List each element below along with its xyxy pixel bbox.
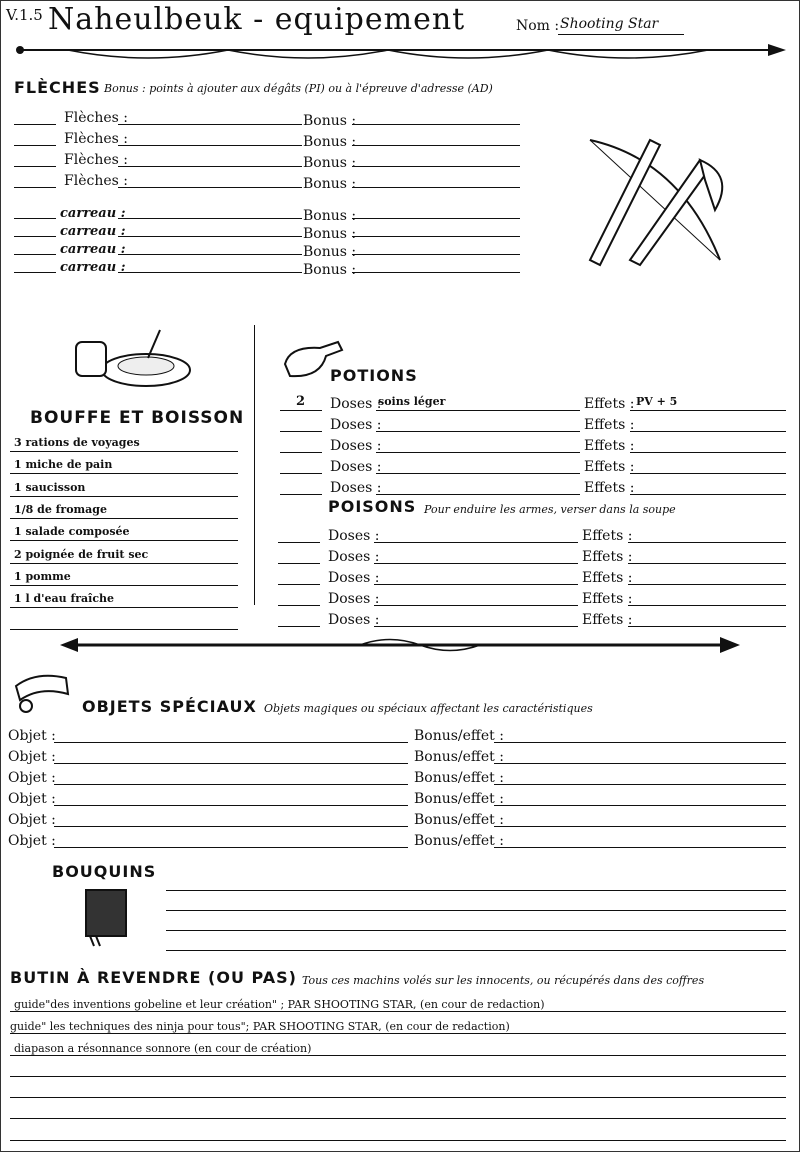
arrow-qty-line[interactable] (14, 166, 56, 167)
butin-item[interactable]: guide" les techniques des ninja pour tous"; PAR SHOOTING STAR, (en cour de redaction) (10, 1020, 510, 1033)
potion-effets-label: Effets : (584, 480, 635, 496)
bolt-type-line[interactable] (118, 236, 302, 237)
objet-label: Objet : (8, 770, 56, 786)
food-item[interactable]: 1 salade composée (14, 525, 130, 539)
objet-line[interactable] (54, 805, 408, 806)
poison-doses-label: Doses : (328, 528, 380, 544)
arrow-type-line[interactable] (118, 145, 302, 146)
objets-heading: OBJETS SPÉCIAUX (82, 697, 257, 716)
food-item[interactable]: 3 rations de voyages (14, 436, 140, 449)
bolt-bonus-line[interactable] (352, 236, 520, 237)
bolt-type-line[interactable] (118, 218, 302, 219)
poison-effets-line[interactable] (628, 605, 786, 606)
nom-value[interactable]: Shooting Star (560, 16, 659, 32)
poison-doses-label: Doses : (328, 570, 380, 586)
arrow-bonus-line[interactable] (352, 166, 520, 167)
arrow-label: Flèches : (64, 152, 128, 168)
arrow-label: Flèches : (64, 173, 128, 189)
staff-ornament (60, 632, 740, 658)
objet-line[interactable] (54, 847, 408, 848)
poison-effets-label: Effets : (582, 549, 633, 565)
food-line (10, 496, 238, 497)
objet-bonus-line[interactable] (494, 784, 786, 785)
potion-doses-line (376, 494, 580, 495)
butin-heading: BUTIN À REVENDRE (OU PAS) (10, 968, 297, 987)
butin-line (10, 1097, 786, 1098)
objet-label: Objet : (8, 749, 56, 765)
poison-effets-line[interactable] (628, 542, 786, 543)
objet-bonus-line[interactable] (494, 805, 786, 806)
objet-bonus-label: Bonus/effet : (414, 812, 504, 828)
poisons-note: Pour enduire les armes, verser dans la soupe (424, 503, 676, 516)
potion-qty-line (280, 410, 322, 411)
potion-effets-line (630, 431, 786, 432)
arrow-bonus-label: Bonus : (303, 176, 357, 192)
food-item[interactable]: 1/8 de fromage (14, 502, 107, 516)
poison-effets-label: Effets : (582, 591, 633, 607)
potion-qty[interactable]: 2 (296, 394, 306, 409)
arrow-label: Flèches : (64, 110, 128, 126)
poison-doses-line[interactable] (374, 542, 578, 543)
arrow-type-line[interactable] (118, 124, 302, 125)
objet-bonus-line[interactable] (494, 847, 786, 848)
potion-doses-line (376, 431, 580, 432)
food-illustration-icon (68, 322, 198, 394)
page-title: Naheulbeuk - equipement (48, 2, 466, 37)
version-label: V.1.5 (6, 6, 43, 24)
arrow-qty-line[interactable] (14, 124, 56, 125)
objet-label: Objet : (8, 833, 56, 849)
potion-doses-line (376, 473, 580, 474)
butin-item[interactable]: diapason a résonnance sonnore (en cour de création) (14, 1042, 312, 1055)
arrow-bonus-label: Bonus : (303, 113, 357, 129)
bolt-type-line[interactable] (118, 272, 302, 273)
butin-line (10, 1076, 786, 1077)
nom-label: Nom : (516, 18, 560, 34)
poison-doses-line[interactable] (374, 626, 578, 627)
food-item[interactable]: 1 miche de pain (14, 458, 113, 472)
poison-doses-line[interactable] (374, 563, 578, 564)
bouquin-line[interactable] (166, 890, 786, 891)
potion-doses-label: Doses : (330, 438, 382, 454)
butin-note: Tous ces machins volés sur les innocents, ou récupérés dans des coffres (302, 974, 705, 987)
food-line (10, 563, 238, 564)
arrow-bonus-line[interactable] (352, 124, 520, 125)
food-line (10, 607, 238, 608)
objet-line[interactable] (54, 742, 408, 743)
poison-doses-line[interactable] (374, 584, 578, 585)
butin-line (10, 1011, 786, 1012)
potion-effets-line (630, 494, 786, 495)
food-line (10, 585, 238, 586)
objets-note: Objets magiques ou spéciaux affectant les caractéristiques (264, 702, 593, 715)
fleches-heading: FLÈCHES (14, 78, 101, 97)
food-line (10, 540, 238, 541)
potions-heading: POTIONS (330, 366, 418, 385)
bolt-label: carreau : (60, 224, 126, 239)
food-item[interactable]: 1 saucisson (14, 480, 86, 494)
food-line (10, 451, 238, 452)
arrow-bonus-label: Bonus : (303, 134, 357, 150)
food-item[interactable]: 1 pomme (14, 569, 71, 583)
arrow-type-line[interactable] (118, 187, 302, 188)
objet-label: Objet : (8, 812, 56, 828)
butin-line (10, 1033, 786, 1034)
bolt-bonus-label: Bonus : (303, 244, 357, 260)
poison-qty-line[interactable] (278, 605, 320, 606)
bolt-bonus-line[interactable] (352, 272, 520, 273)
bolt-label: carreau : (60, 242, 126, 257)
bolt-type-line[interactable] (118, 254, 302, 255)
butin-item[interactable]: guide"des inventions gobeline et leur création" ; PAR SHOOTING STAR, (en cour de redaction) (14, 998, 545, 1011)
objet-bonus-label: Bonus/effet : (414, 728, 504, 744)
potion-effets-label: Effets : (584, 417, 635, 433)
food-line (10, 473, 238, 474)
poison-effets-label: Effets : (582, 612, 633, 628)
objet-bonus-label: Bonus/effet : (414, 749, 504, 765)
arrow-qty-line[interactable] (14, 187, 56, 188)
potion-doses-line (376, 452, 580, 453)
objet-line[interactable] (54, 763, 408, 764)
food-item[interactable]: 2 poignée de fruit sec (14, 547, 149, 561)
poison-doses-label: Doses : (328, 591, 380, 607)
arrow-qty-line[interactable] (14, 145, 56, 146)
potion-effets-value[interactable]: PV + 5 (636, 395, 678, 408)
objet-label: Objet : (8, 791, 56, 807)
bouquins-heading: BOUQUINS (52, 862, 157, 881)
bolt-qty-line[interactable] (14, 236, 56, 237)
objet-label: Objet : (8, 728, 56, 744)
food-line (10, 518, 238, 519)
poison-doses-label: Doses : (328, 612, 380, 628)
header-ornament (8, 38, 788, 68)
objet-bonus-line[interactable] (494, 763, 786, 764)
objet-line[interactable] (54, 784, 408, 785)
potion-doses-line (376, 410, 580, 411)
poison-doses-label: Doses : (328, 549, 380, 565)
potion-qty-line (280, 431, 322, 432)
butin-line (10, 1140, 786, 1141)
potion-effets-label: Effets : (584, 396, 635, 412)
objet-bonus-label: Bonus/effet : (414, 770, 504, 786)
objet-line[interactable] (54, 826, 408, 827)
objet-bonus-label: Bonus/effet : (414, 791, 504, 807)
butin-line (10, 1118, 786, 1119)
poison-effets-line[interactable] (628, 584, 786, 585)
bolt-qty-line[interactable] (14, 254, 56, 255)
bouquin-line[interactable] (166, 910, 786, 911)
weapons-illustration-icon (570, 120, 740, 280)
bolt-label: carreau : (60, 206, 126, 221)
potion-effets-line (630, 410, 786, 411)
food-line (10, 629, 238, 630)
poison-effets-line[interactable] (628, 563, 786, 564)
bolt-bonus-line[interactable] (352, 218, 520, 219)
potion-doses-label: Doses : (330, 480, 382, 496)
bolt-bonus-line[interactable] (352, 254, 520, 255)
arrow-bonus-line[interactable] (352, 145, 520, 146)
poison-effets-label: Effets : (582, 528, 633, 544)
objet-bonus-label: Bonus/effet : (414, 833, 504, 849)
potion-qty-line (280, 494, 322, 495)
potion-effets-label: Effets : (584, 459, 635, 475)
bouquin-line[interactable] (166, 930, 786, 931)
food-item[interactable]: 1 l d'eau fraîche (14, 592, 115, 606)
potion-effets-line (630, 452, 786, 453)
poisons-heading: POISONS (328, 497, 417, 516)
poison-qty-line[interactable] (278, 563, 320, 564)
potion-effets-line (630, 473, 786, 474)
poison-qty-line[interactable] (278, 584, 320, 585)
arrow-bonus-line[interactable] (352, 187, 520, 188)
book-icon (76, 884, 136, 950)
poison-doses-line[interactable] (374, 605, 578, 606)
potion-qty-line (280, 473, 322, 474)
arrow-label: Flèches : (64, 131, 128, 147)
potion-qty-line (280, 452, 322, 453)
potion-doses-label: Doses : (330, 417, 382, 433)
bouffe-heading: BOUFFE ET BOISSON (30, 408, 245, 428)
bolt-bonus-label: Bonus : (303, 226, 357, 242)
potion-doses-label: Doses : (330, 459, 382, 475)
bolt-bonus-label: Bonus : (303, 208, 357, 224)
arrow-type-line[interactable] (118, 166, 302, 167)
poison-qty-line[interactable] (278, 626, 320, 627)
poison-effets-label: Effets : (582, 570, 633, 586)
objet-bonus-line[interactable] (494, 742, 786, 743)
objet-bonus-line[interactable] (494, 826, 786, 827)
potion-effets-label: Effets : (584, 438, 635, 454)
bolt-label: carreau : (60, 260, 126, 275)
fleches-note: Bonus : points à ajouter aux dégâts (PI) ou à l'épreuve d'adresse (AD) (104, 82, 493, 95)
butin-line (10, 1055, 786, 1056)
potion-doses-label: Doses : (330, 396, 382, 412)
bolt-bonus-label: Bonus : (303, 262, 357, 278)
potion-doses-value[interactable]: soins léger (378, 395, 446, 408)
bouquin-line[interactable] (166, 950, 786, 951)
bolt-qty-line[interactable] (14, 272, 56, 273)
bolt-qty-line[interactable] (14, 218, 56, 219)
poison-effets-line[interactable] (628, 626, 786, 627)
arrow-bonus-label: Bonus : (303, 155, 357, 171)
poison-qty-line[interactable] (278, 542, 320, 543)
scroll-ring-icon (6, 666, 78, 716)
